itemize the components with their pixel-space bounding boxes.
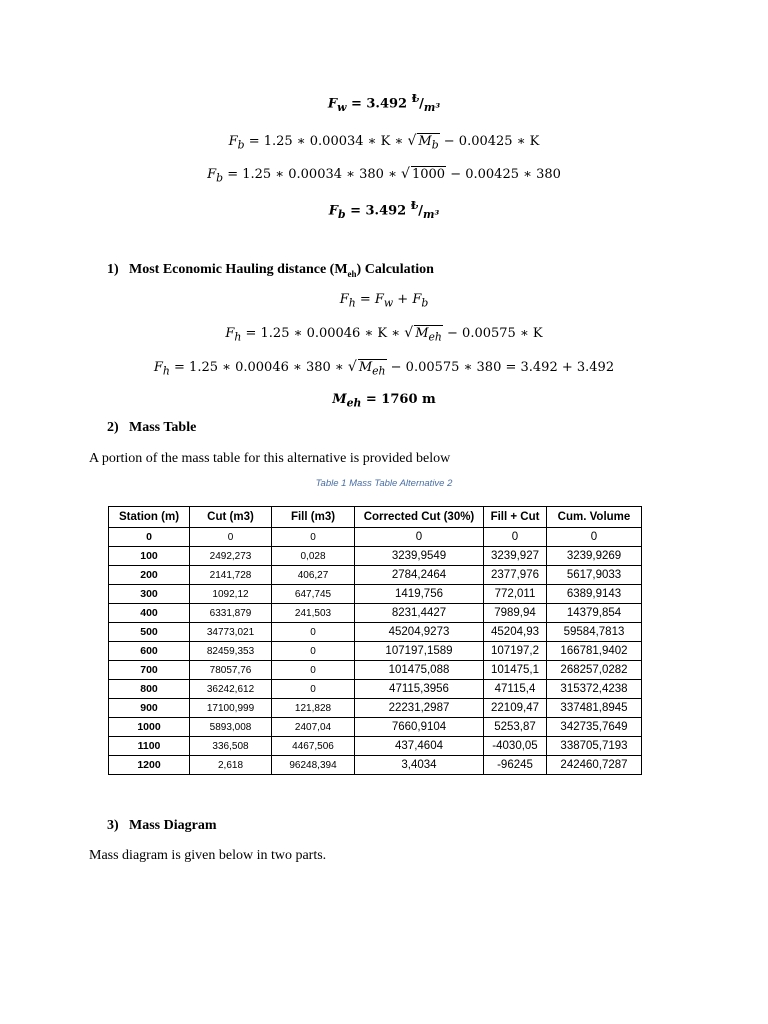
cell-station: 700: [109, 661, 190, 680]
section-title: Most Economic Hauling distance (M: [129, 262, 348, 277]
eq-radicand: [417, 133, 439, 152]
eq-subscript: h: [162, 364, 170, 378]
cell-cum-volume: 5617,9033: [547, 566, 642, 585]
cell-corrected-cut: 101475,088: [355, 661, 484, 680]
eq-rad-sub: eh: [372, 364, 386, 378]
cell-station: 900: [109, 699, 190, 718]
cell-fill: 4467,506: [272, 737, 355, 756]
cell-corrected-cut: 2784,2464: [355, 566, 484, 585]
equation-fb-substituted: [0, 166, 768, 185]
eq-value: = 3.492: [350, 203, 407, 219]
equation-fh-formula: [0, 325, 768, 344]
cell-fill-plus-cut: 107197,2: [484, 642, 547, 661]
cell-fill-plus-cut: -4030,05: [484, 737, 547, 756]
table-row: [109, 566, 642, 585]
cell-cut: 0: [190, 528, 272, 547]
cell-fill-plus-cut: 101475,1: [484, 661, 547, 680]
eq-rad-symbol: M: [358, 360, 373, 375]
cell-cut: 2141,728: [190, 566, 272, 585]
cell-fill-plus-cut: 772,011: [484, 585, 547, 604]
eq-expression-tail: − 0.00425 ∗ 380: [450, 167, 561, 182]
eq-subscript: b: [216, 171, 224, 185]
eq-expression-tail: − 0.00425 ∗ K: [443, 134, 540, 149]
unit-numerator: ₺: [410, 199, 419, 212]
cell-fill-plus-cut: 47115,4: [484, 680, 547, 699]
equation-fh-substituted: [0, 359, 768, 378]
section-title: Mass Table: [129, 420, 197, 435]
eq-symbol: F: [339, 292, 349, 307]
cell-cum-volume: 6389,9143: [547, 585, 642, 604]
cell-corrected-cut: 47115,3956: [355, 680, 484, 699]
sqrt-icon: √: [401, 166, 410, 182]
cell-corrected-cut: 7660,9104: [355, 718, 484, 737]
eq-rad-symbol: M: [418, 134, 432, 149]
cell-station: 500: [109, 623, 190, 642]
cell-fill: 0: [272, 642, 355, 661]
cell-cum-volume: 268257,0282: [547, 661, 642, 680]
header-fill: Fill (m3): [272, 507, 355, 528]
table-row: [109, 585, 642, 604]
cell-fill: 121,828: [272, 699, 355, 718]
eq-expression: = 1.25 ∗ 0.00034 ∗ 380 ∗: [227, 167, 397, 182]
cell-fill: 406,27: [272, 566, 355, 585]
cell-fill-plus-cut: 5253,87: [484, 718, 547, 737]
sqrt-icon: √: [404, 325, 414, 341]
cell-corrected-cut: 0: [355, 528, 484, 547]
eq-subscript: eh: [346, 396, 362, 410]
cell-fill-plus-cut: 7989,94: [484, 604, 547, 623]
cell-fill-plus-cut: -96245: [484, 756, 547, 775]
cell-cut: 1092,12: [190, 585, 272, 604]
cell-station: 300: [109, 585, 190, 604]
eq-symbol: F: [153, 360, 163, 375]
cell-cut: 36242,612: [190, 680, 272, 699]
cell-fill-plus-cut: 45204,93: [484, 623, 547, 642]
eq-value: = 3.492: [350, 96, 408, 112]
unit-numerator: ₺: [411, 92, 420, 105]
equation-meh-result: [0, 392, 768, 410]
cell-fill: 647,745: [272, 585, 355, 604]
eq-symbol: F: [327, 96, 338, 112]
section-heading-mass-table: [107, 420, 196, 436]
section-number: 1): [107, 262, 119, 277]
table-row: [109, 737, 642, 756]
eq-radicand: [358, 359, 387, 378]
cell-fill: 0: [272, 528, 355, 547]
cell-fill-plus-cut: 3239,927: [484, 547, 547, 566]
header-corrected-cut: Corrected Cut (30%): [355, 507, 484, 528]
cell-cum-volume: 315372,4238: [547, 680, 642, 699]
cell-cut: 34773,021: [190, 623, 272, 642]
cell-corrected-cut: 22231,2987: [355, 699, 484, 718]
cell-cut: 82459,353: [190, 642, 272, 661]
cell-fill: 241,503: [272, 604, 355, 623]
eq-subscript: h: [348, 296, 356, 310]
cell-cut: 17100,999: [190, 699, 272, 718]
table-header-row: [109, 507, 642, 528]
cell-corrected-cut: 1419,756: [355, 585, 484, 604]
section-heading-hauling-distance: [107, 262, 434, 279]
cell-station: 1200: [109, 756, 190, 775]
cell-cum-volume: 337481,8945: [547, 699, 642, 718]
eq-rhs-plus: + F: [393, 292, 422, 307]
eq-expression: = 1.25 ∗ 0.00034 ∗ K ∗: [248, 134, 404, 149]
equation-fw-result: $F_w = 3.492$ $^₺/_{m^3}$: [327, 92, 441, 114]
cell-fill-plus-cut: 2377,976: [484, 566, 547, 585]
cell-station: 800: [109, 680, 190, 699]
cell-cum-volume: 0: [547, 528, 642, 547]
cell-station: 200: [109, 566, 190, 585]
eq-rhs-sub: w: [383, 296, 394, 310]
eq-symbol: F: [207, 167, 217, 182]
eq-symbol: F: [228, 134, 238, 149]
section-title-end: ) Calculation: [356, 262, 434, 277]
table-row: [109, 528, 642, 547]
cell-station: 400: [109, 604, 190, 623]
eq-expression-tail: − 0.00575 ∗ 380 = 3.492 + 3.492: [390, 360, 615, 375]
cell-cum-volume: 338705,7193: [547, 737, 642, 756]
table-row: [109, 547, 642, 566]
cell-cut: 6331,879: [190, 604, 272, 623]
equation-fh-sum: [0, 292, 768, 310]
header-cut: Cut (m3): [190, 507, 272, 528]
cell-fill: 2407,04: [272, 718, 355, 737]
cell-corrected-cut: 3,4034: [355, 756, 484, 775]
table-row: [109, 699, 642, 718]
cell-cut: 336,508: [190, 737, 272, 756]
eq-symbol: F: [328, 203, 338, 219]
eq-rad-sub: b: [431, 138, 439, 152]
section-number: 2): [107, 420, 119, 435]
cell-fill: 96248,394: [272, 756, 355, 775]
eq-subscript: b: [237, 138, 245, 152]
table-row: [109, 623, 642, 642]
cell-fill: 0: [272, 623, 355, 642]
header-station: Station (m): [109, 507, 190, 528]
table-row: [109, 604, 642, 623]
cell-corrected-cut: 437,4604: [355, 737, 484, 756]
cell-station: 0: [109, 528, 190, 547]
cell-corrected-cut: 107197,1589: [355, 642, 484, 661]
cell-cum-volume: 3239,9269: [547, 547, 642, 566]
section-heading-mass-diagram: [107, 818, 217, 834]
cell-corrected-cut: 8231,4427: [355, 604, 484, 623]
table-row: [109, 756, 642, 775]
eq-rhs-sub: b: [421, 296, 429, 310]
eq-expression: = 1.25 ∗ 0.00046 ∗ K ∗: [245, 326, 401, 341]
cell-cum-volume: 242460,7287: [547, 756, 642, 775]
eq-radicand: 1000: [411, 167, 446, 182]
eq-value: = 1760 m: [365, 392, 436, 407]
cell-fill-plus-cut: 22109,47: [484, 699, 547, 718]
diagram-intro-text: Mass diagram is given below in two parts.: [89, 848, 327, 863]
section-title: Mass Diagram: [129, 818, 217, 833]
cell-cum-volume: 59584,7813: [547, 623, 642, 642]
cell-station: 1000: [109, 718, 190, 737]
table-row: [109, 680, 642, 699]
eq-subscript: w: [337, 100, 347, 114]
cell-corrected-cut: 3239,9549: [355, 547, 484, 566]
cell-station: 1100: [109, 737, 190, 756]
eq-symbol: F: [225, 326, 235, 341]
cell-fill: 0: [272, 680, 355, 699]
eq-symbol: M: [332, 392, 347, 407]
table-row: [109, 642, 642, 661]
cell-station: 100: [109, 547, 190, 566]
section-number: 3): [107, 818, 119, 833]
cell-cut: 5893,008: [190, 718, 272, 737]
cell-fill: 0: [272, 661, 355, 680]
eq-expression-tail: − 0.00575 ∗ K: [447, 326, 543, 341]
eq-rad-sub: eh: [428, 330, 442, 344]
cell-corrected-cut: 45204,9273: [355, 623, 484, 642]
cell-cut: 2492,273: [190, 547, 272, 566]
table-intro-text: A portion of the mass table for this alternative is provided below: [89, 451, 451, 466]
cell-fill-plus-cut: 0: [484, 528, 547, 547]
section-title-subscript: eh: [347, 268, 357, 279]
equation-fb-result: $F_b = 3.492$ $^₺/_{m^3}$: [328, 199, 440, 221]
table-row: [109, 718, 642, 737]
cell-cut: 78057,76: [190, 661, 272, 680]
sqrt-icon: √: [347, 359, 357, 375]
cell-cum-volume: 14379,854: [547, 604, 642, 623]
mass-table: [108, 506, 642, 775]
unit-denominator: m³: [423, 100, 441, 114]
header-fill-plus-cut: Fill + Cut: [484, 507, 547, 528]
header-cum-volume: Cum. Volume: [547, 507, 642, 528]
eq-radicand: [414, 325, 443, 344]
cell-cum-volume: 166781,9402: [547, 642, 642, 661]
equation-fb-formula: [0, 133, 768, 152]
cell-cum-volume: 342735,7649: [547, 718, 642, 737]
eq-subscript: h: [234, 330, 242, 344]
sqrt-icon: √: [407, 133, 417, 149]
eq-expression: = 1.25 ∗ 0.00046 ∗ 380 ∗: [174, 360, 344, 375]
eq-subscript: b: [337, 207, 346, 221]
table-caption: Table 1 Mass Table Alternative 2: [315, 478, 453, 489]
cell-cut: 2,618: [190, 756, 272, 775]
table-row: [109, 661, 642, 680]
cell-fill: 0,028: [272, 547, 355, 566]
unit-denominator: m³: [423, 207, 440, 221]
cell-station: 600: [109, 642, 190, 661]
eq-rhs: = F: [359, 292, 384, 307]
eq-rad-symbol: M: [415, 326, 429, 341]
